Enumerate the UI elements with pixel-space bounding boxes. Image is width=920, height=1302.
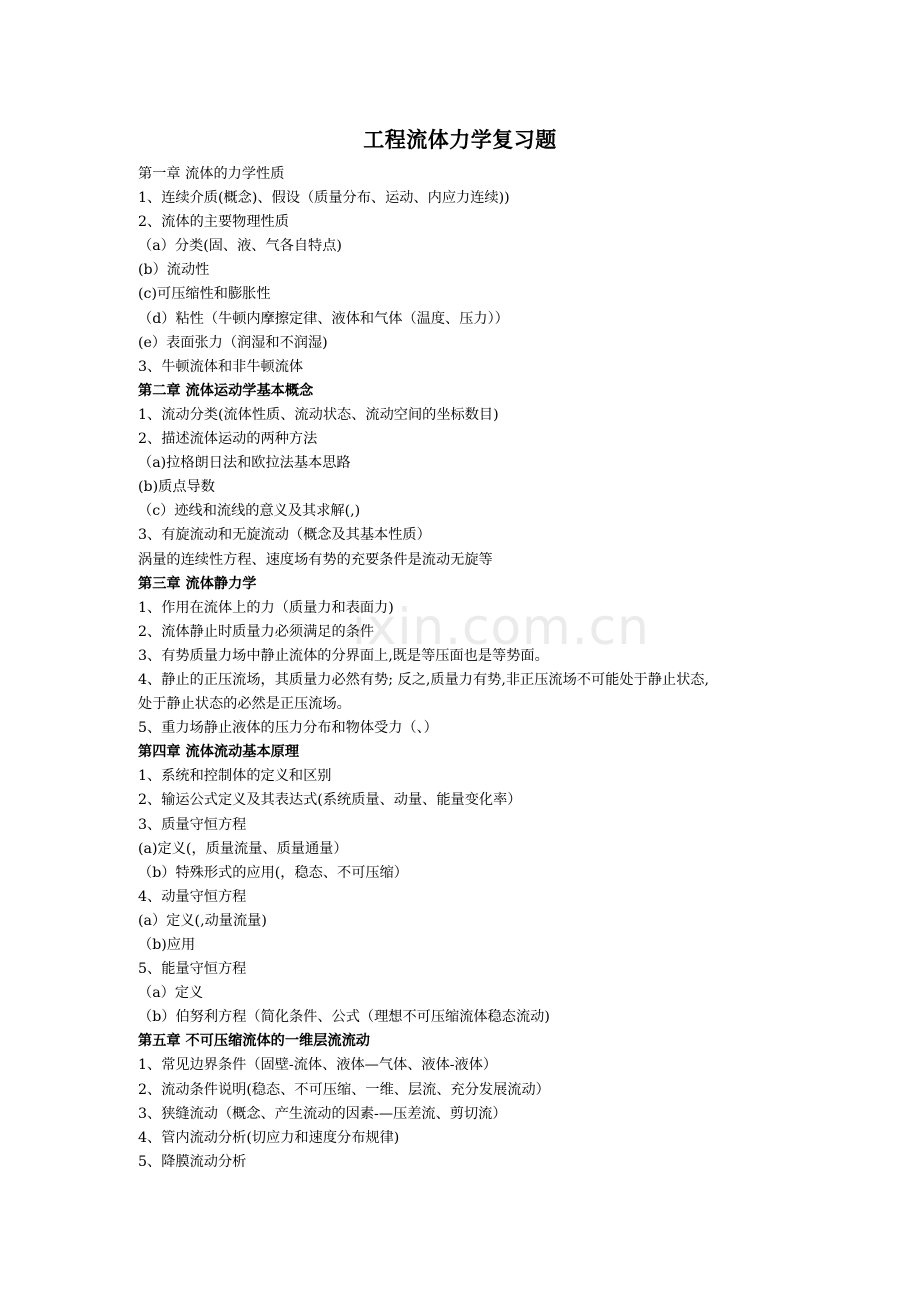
text-line: 1、流动分类(流体性质、流动状态、流动空间的坐标数目): [138, 406, 499, 423]
text-line: 3、质量守恒方程: [138, 816, 247, 833]
chapter-heading: 第五章 不可压缩流体的一维层流流动: [138, 1033, 370, 1050]
text-line: 1、连续介质(概念)、假设（质量分布、运动、内应力连续)): [138, 190, 510, 207]
text-line: 2、流体静止时质量力必须满足的条件: [138, 623, 375, 640]
text-line: 4、静止的正压流场，其质量力必然有势; 反之,质量力有势,非正压流场不可能处于静止状态,: [138, 671, 709, 688]
text-line: 2、流动条件说明(稳态、不可压缩、一维、层流、充分发展流动）: [138, 1081, 550, 1098]
text-line: 5、重力场静止液体的压力分布和物体受力（、）: [138, 720, 438, 737]
text-line: 2、流体的主要物理性质: [138, 214, 289, 231]
text-line: (b)质点导数: [138, 479, 215, 496]
text-line: 3、牛顿流体和非牛顿流体: [138, 358, 304, 375]
watermark: ixin.com.cn: [352, 598, 650, 656]
text-line: 处于静止状态的必然是正压流场。: [138, 696, 351, 713]
text-line: 3、有旋流动和无旋流动（概念及其基本性质）: [138, 527, 431, 544]
text-line: (e）表面张力（润湿和不润湿): [138, 334, 328, 351]
text-line: (c)可压缩性和膨胀性: [138, 286, 271, 303]
text-line: (a）定义(,动量流量): [138, 912, 267, 929]
text-line: （a）定义: [138, 985, 204, 1002]
text-line: 2、输运公式定义及其表达式(系统质量、动量、能量变化率）: [138, 792, 522, 809]
text-line: （b）特殊形式的应用(，稳态、不可压缩）: [138, 864, 408, 881]
text-line: (b）流动性: [138, 262, 210, 279]
text-line: (a)定义(，质量流量、质量通量）: [138, 840, 348, 857]
text-line: （c）迹线和流线的意义及其求解(,): [138, 503, 361, 520]
text-line: 1、常见边界条件（固壁-流体、液体—气体、液体-液体）: [138, 1057, 498, 1074]
text-line: 4、动量守恒方程: [138, 888, 247, 905]
chapter-heading: 第二章 流体运动学基本概念: [138, 382, 314, 399]
text-line: 涡量的连续性方程、速度场有势的充要条件是流动无旋等: [138, 551, 493, 568]
text-line: 3、狭缝流动（概念、产生流动的因素-—压差流、剪切流）: [138, 1105, 507, 1122]
text-line: 3、有势质量力场中静止流体的分界面上,既是等压面也是等势面。: [138, 647, 549, 664]
text-line: 5、能量守恒方程: [138, 961, 247, 978]
text-line: 4、管内流动分析(切应力和速度分布规律): [138, 1129, 400, 1146]
text-line: 5、降膜流动分析: [138, 1153, 247, 1170]
text-line: （b）伯努利方程（简化条件、公式（理想不可压缩流体稳态流动): [138, 1009, 550, 1026]
chapter-heading: 第四章 流体流动基本原理: [138, 744, 300, 761]
text-line: 1、系统和控制体的定义和区别: [138, 768, 332, 785]
text-line: 2、描述流体运动的两种方法: [138, 431, 318, 448]
text-line: 第一章 流体的力学性质: [138, 166, 285, 182]
text-line: （b)应用: [138, 937, 196, 953]
chapter-heading: 第三章 流体静力学: [138, 575, 257, 592]
text-line: （d）粘性（牛顿内摩擦定律、液体和气体（温度、压力））: [138, 310, 509, 327]
text-line: （a)拉格朗日法和欧拉法基本思路: [138, 455, 351, 472]
document-body: [138, 162, 788, 1174]
document-title: 工程流体力学复习题: [363, 127, 557, 152]
text-line: 1、作用在流体上的力（质量力和表面力): [138, 599, 394, 616]
text-line: （a）分类(固、液、气各自特点): [138, 238, 342, 255]
